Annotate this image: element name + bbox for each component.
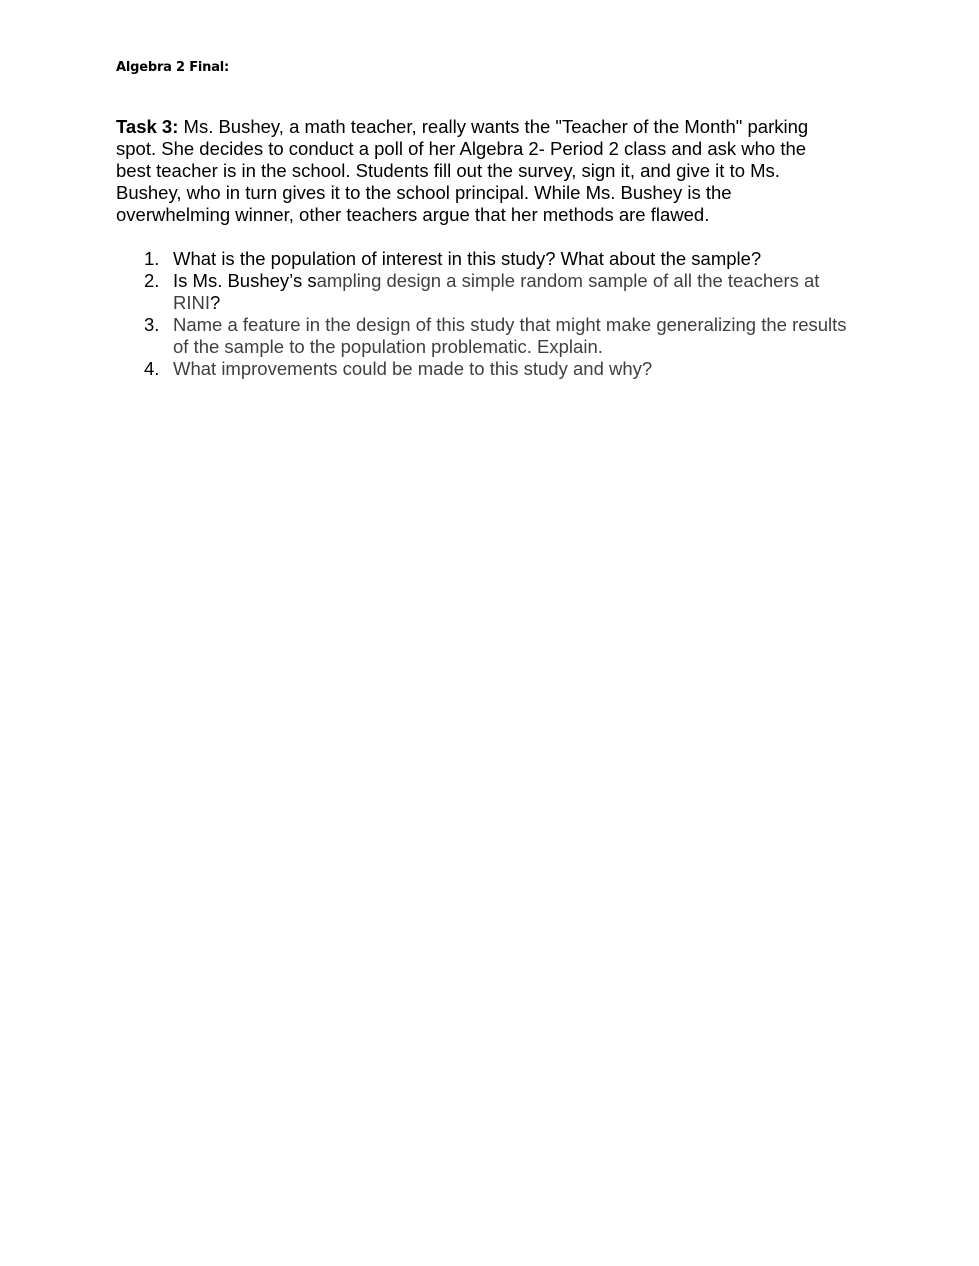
question-text: What improvements could be made to this study and why? [173,358,653,379]
question-number: 4. [144,358,160,379]
question-item [116,314,851,358]
task-body: Ms. Bushey, a math teacher, really wants the "Teacher of the Month" parking spot. She decides to conduct a poll of her Algebra 2- Period 2 class and ask who the best teacher is in the school. Students fill out the survey, sign it, and give it to Ms. Bushey, who in turn gives it to the school principal. While Ms. Bushey is the overwhelming winner, other teachers argue that her methods are flawed. [116,116,809,225]
question-text-part: Is Ms. Bushey’s s [173,270,317,291]
document-title: Algebra 2 Final: [116,60,230,75]
question-item [116,270,851,314]
question-item [116,358,851,380]
question-item [116,248,851,270]
question-list [116,248,851,380]
question-number: 2. [144,270,160,291]
question-text-part: ampling design a simple random sample of all the teachers at RINI [173,270,820,313]
task-label: Task 3: [116,116,179,137]
question-number: 1. [144,248,160,269]
question-text: What is the population of interest in this study? What about the sample? [173,248,762,269]
question-number: 3. [144,314,160,335]
task-paragraph [116,116,846,226]
question-text-part: ? [210,292,221,313]
question-text: Name a feature in the design of this study that might make generalizing the results of the sample to the population problematic. Explain. [173,314,847,357]
